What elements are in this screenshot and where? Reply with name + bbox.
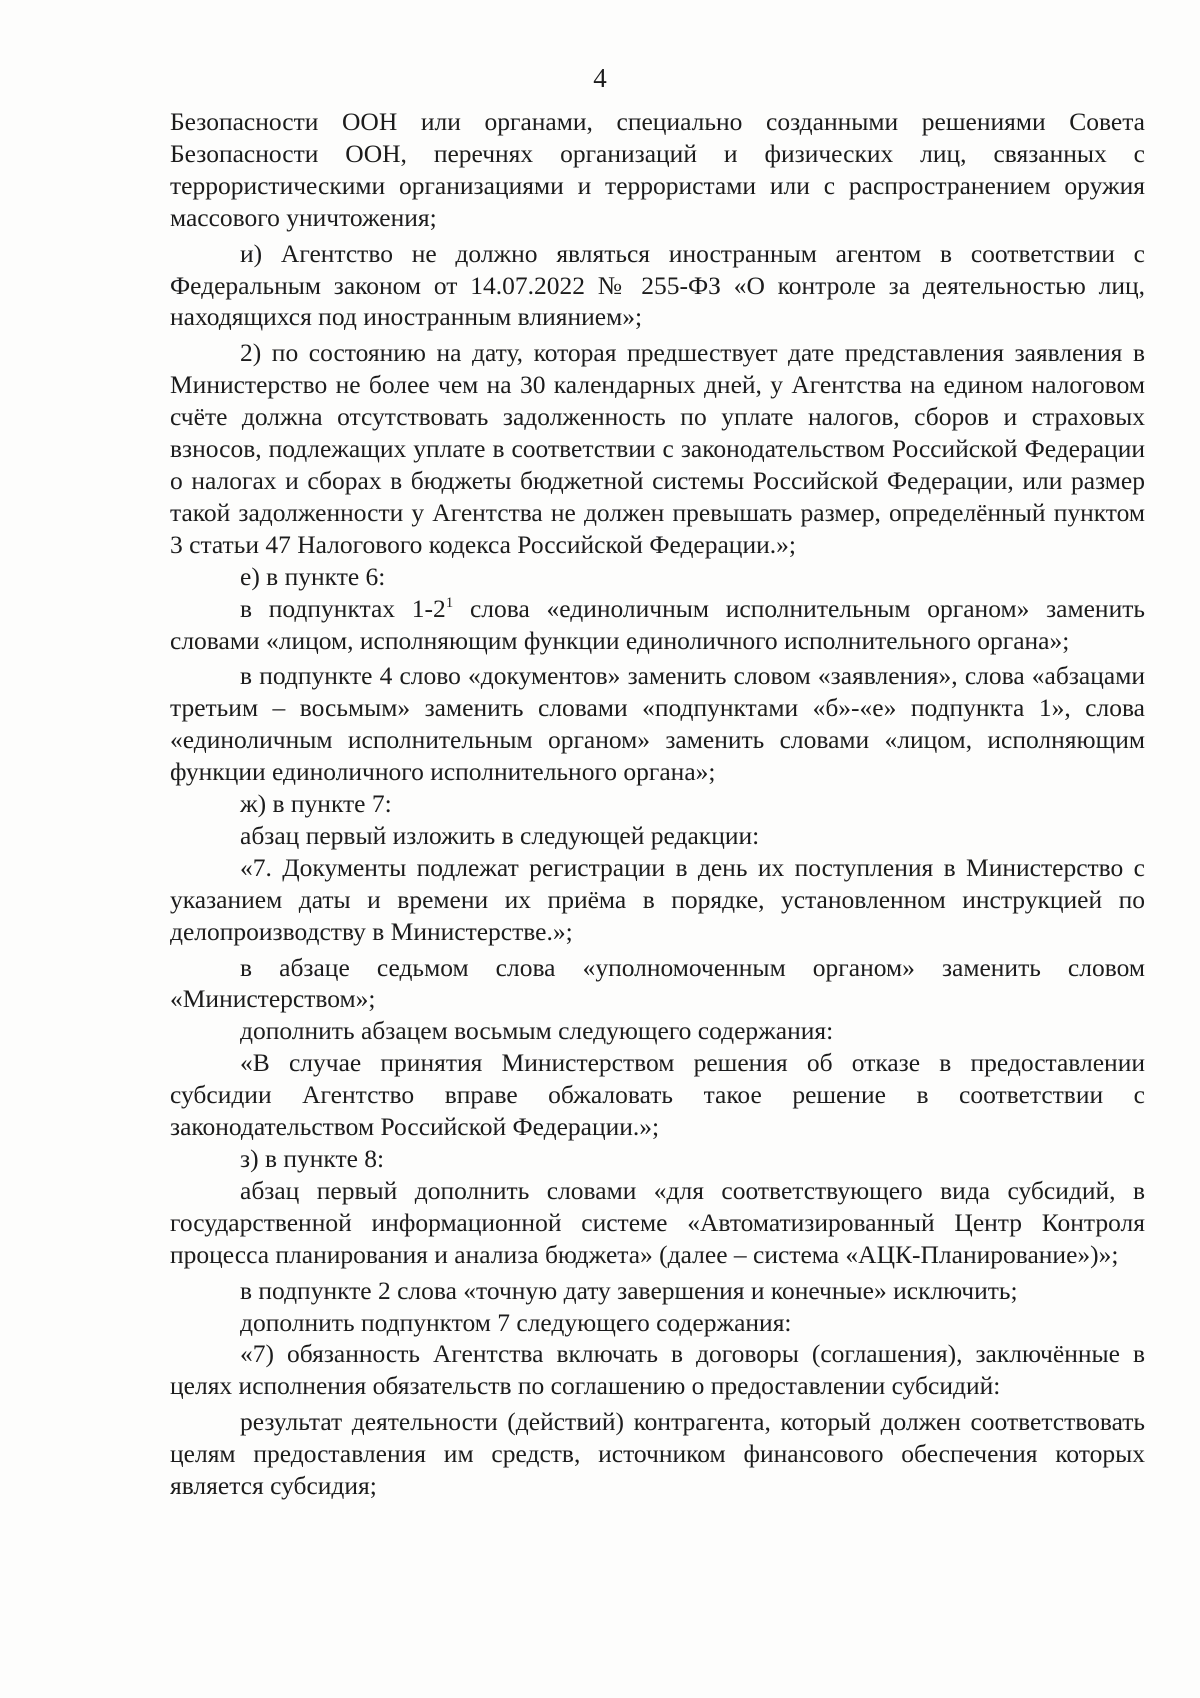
paragraph-10: в абзаце седьмом слова «уполномоченным органом» заменить словом «Министерством»;	[170, 952, 1145, 1014]
paragraph-3: 2) по состоянию на дату, которая предшествует дате представления заявления в Министерство не более чем на 30 календарных дней, у Агентства на едином налоговом счёте должна отсутствовать задолженность по уплате налогов, сборов и страховых взносов, подлежащих уплате в соответствии с законодательством Российской Федерации о налогах и сборах в бюджеты бюджетной системы Российской Федерации, или размер такой задолженности у Агентства не должен превышать размер, определённый пунктом 3 статьи 47 Налогового кодекса Российской Федерации.»;	[170, 338, 1145, 559]
paragraph-5	[170, 593, 1145, 657]
paragraph-11: дополнить абзацем восьмым следующего содержания:	[240, 1016, 834, 1046]
paragraph-6: в подпункте 4 слово «документов» заменить словом «заявления», слова «абзацами третьим – восьмым» заменить словами «подпунктами «б»-«е» подпункта 1», слова «единоличным исполнительным органом» заменить словами «лицом, исполняющим функции единоличного исполнительного органа»;	[170, 661, 1145, 787]
document-body	[170, 106, 1145, 1502]
paragraph-4: е) в пункте 6:	[240, 561, 386, 591]
paragraph-5-text-a: в подпунктах 1-2	[240, 593, 446, 623]
page-number: 4	[593, 63, 607, 93]
paragraph-17: «7) обязанность Агентства включать в договоры (соглашения), заключённые в целях исполнения обязательств по соглашению о предоставлении субсидий:	[170, 1339, 1145, 1401]
paragraph-7: ж) в пункте 7:	[240, 789, 392, 819]
paragraph-5-text-b: слова «единоличным исполнительным органом» заменить словами «лицом, исполняющим функции единоличного исполнительного органа»;	[170, 593, 1145, 655]
paragraph-15: в подпункте 2 слова «точную дату завершения и конечные» исключить;	[240, 1275, 1018, 1305]
paragraph-18: результат деятельности (действий) контрагента, который должен соответствовать целям предоставления им средств, источником финансового обеспечения которых является субсидия;	[170, 1407, 1145, 1501]
superscript-index: 1	[445, 594, 454, 611]
paragraph-1: Безопасности ООН или органами, специально созданными решениями Совета Безопасности ООН, перечнях организаций и физических лиц, связанных с террористическими организациями и террористами или с распространением оружия массового уничтожения;	[170, 107, 1145, 232]
paragraph-12: «В случае принятия Министерством решения об отказе в предоставлении субсидии Агентство вправе обжаловать такое решение в соответствии с законодательством Российской Федерации.»;	[170, 1048, 1145, 1142]
paragraph-14: абзац первый дополнить словами «для соответствующего вида субсидий, в государственной информационной системе «Автоматизированный Центр Контроля процесса планирования и анализа бюджета» (далее – система «АЦК-Планирование»)»;	[170, 1175, 1145, 1269]
paragraph-2: и) Агентство не должно являться иностранным агентом в соответствии с Федеральным законом от 14.07.2022 № 255-ФЗ «О контроле за деятельностью лиц, находящихся под иностранным влиянием»;	[170, 238, 1145, 332]
paragraph-8: абзац первый изложить в следующей редакции:	[240, 820, 760, 850]
paragraph-9: «7. Документы подлежат регистрации в день их поступления в Министерство с указанием даты и времени их приёма в порядке, установленном инструкцией по делопроизводству в Министерстве.»;	[170, 852, 1145, 946]
paragraph-13: з) в пункте 8:	[240, 1144, 385, 1173]
paragraph-16: дополнить подпунктом 7 следующего содержания:	[240, 1307, 792, 1337]
